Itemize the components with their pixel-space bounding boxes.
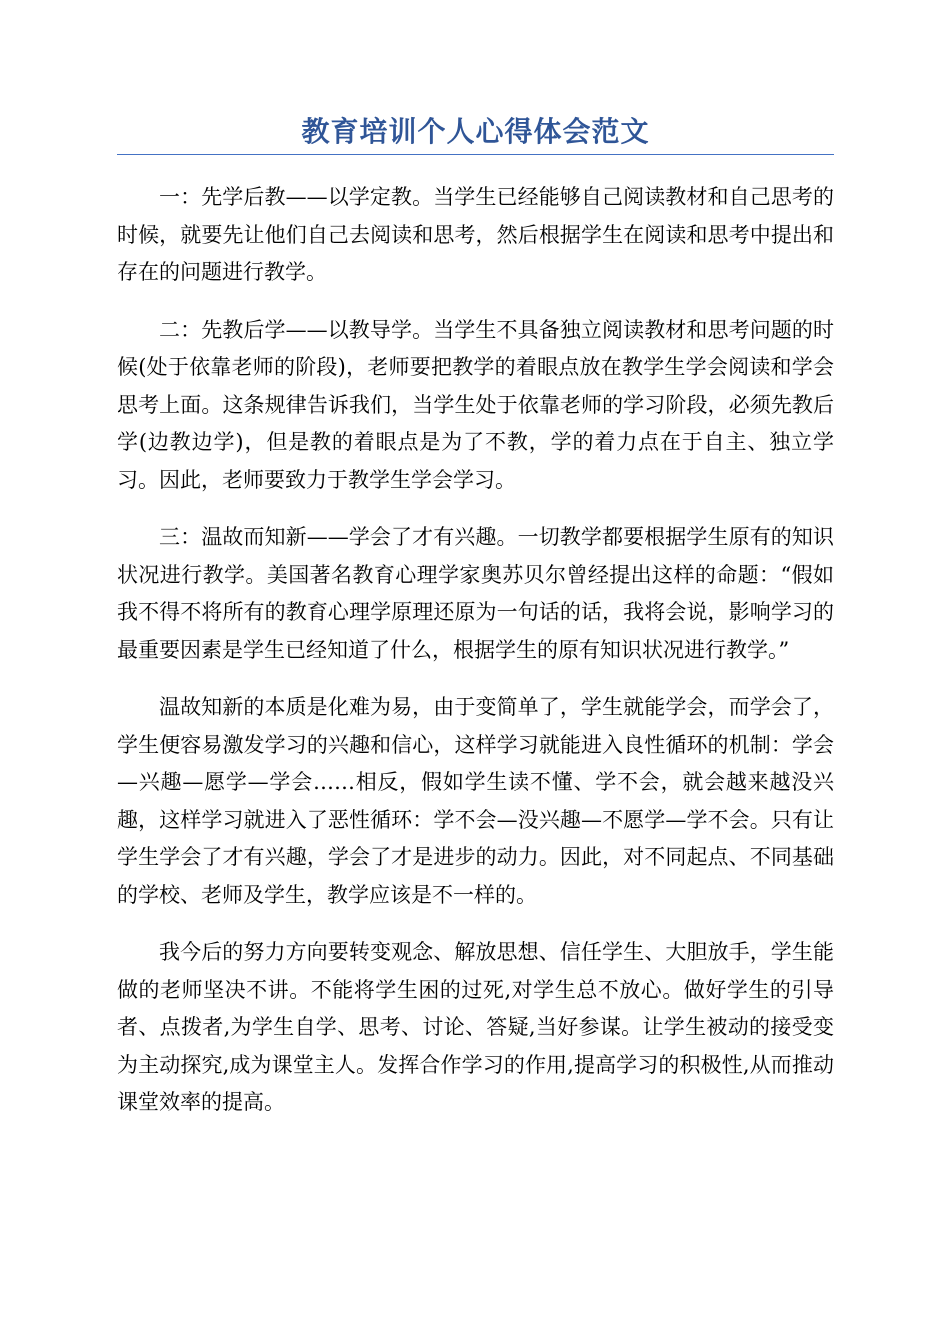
paragraph-5: 我今后的努力方向要转变观念、解放思想、信任学生、大胆放手，学生能做的老师坚决不讲。不能将学生困的过死,对学生总不放心。做好学生的引导者、点拨者,为学生自学、思考、讨论、答疑,当好参谋。让学生被动的接受变为主动探究,成为课堂主人。发挥合作学习的作用,提高学习的积极性,从而推动课堂效率的提高。 <box>117 940 834 1114</box>
paragraph-3: 三：温故而知新——学会了才有兴趣。一切教学都要根据学生原有的知识状况进行教学。美国著名教育心理学家奥苏贝尔曾经提出这样的命题：“假如我不得不将所有的教育心理学原理还原为一句话的话，我将会说，影响学习的最重要因素是学生已经知道了什么，根据学生的原有知识状况进行教学。” <box>117 525 834 662</box>
title-underline <box>117 154 834 155</box>
document-title: 教育培训个人心得体会范文 <box>301 115 650 148</box>
paragraph-4: 温故知新的本质是化难为易，由于变简单了，学生就能学会，而学会了，学生便容易激发学习的兴趣和信心，这样学习就能进入良性循环的机制：学会—兴趣—愿学—学会……相反，假如学生读不懂、学不会，就会越来越没兴趣，这样学习就进入了恶性循环：学不会—没兴趣—不愿学—学不会。只有让学生学会了才有兴趣，学会了才是进步的动力。因此，对不同起点、不同基础的学校、老师及学生，教学应该是不一样的。 <box>117 695 834 907</box>
paragraph-2: 二：先教后学——以教导学。当学生不具备独立阅读教材和思考问题的时候(处于依靠老师的阶段)，老师要把教学的着眼点放在教学生学会阅读和学会思考上面。这条规律告诉我们，当学生处于依靠老师的学习阶段，必须先教后学(边教边学)，但是教的着眼点是为了不教，学的着力点在于自主、独立学习。因此，老师要致力于教学生学会学习。 <box>117 317 834 492</box>
paragraph-1: 一：先学后教——以学定教。当学生已经能够自己阅读教材和自己思考的时候，就要先让他们自己去阅读和思考，然后根据学生在阅读和思考中提出和存在的问题进行教学。 <box>117 185 834 284</box>
